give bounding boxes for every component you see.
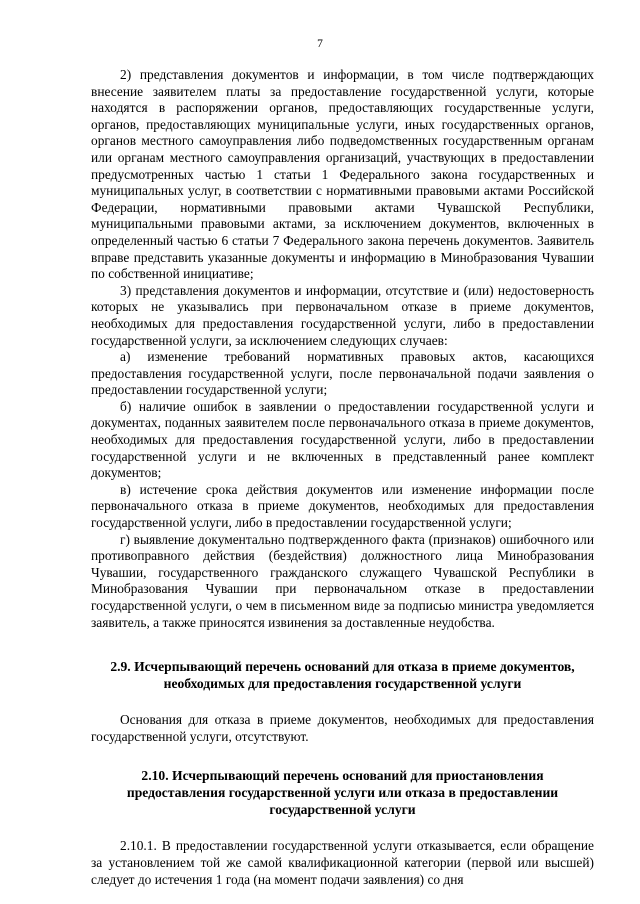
paragraph-subitem-v: в) истечение срока действия документов или изменение информации после первоначального отказа в приеме документов, необходимых для предоставления государственной услуги, либо в предоставлении государственной услуги; (91, 481, 594, 531)
paragraph-subitem-a: а) изменение требований нормативных правовых актов, касающихся предоставления государственной услуги, после первоначальной подачи заявления о предоставлении государственной услуги; (91, 349, 594, 398)
section-2-9-heading: 2.9. Исчерпывающий перечень оснований для отказа в приеме документов, необходимых для предоставления государственной услуги (110, 659, 575, 692)
document-body (91, 67, 594, 888)
section-2-10-heading: 2.10. Исчерпывающий перечень оснований для приостановления предоставления государственной услуги или отказа в предоставлении государственной услуги (126, 768, 559, 818)
paragraph-subitem-g: г) выявление документально подтвержденного факта (признаков) ошибочного или противоправного действия (бездействия) должностного лица Минобразования Чувашии, государственного гражданского служащего Чувашской Республики в Минобразования Чувашии при первоначальном отказе в предоставлении государственной услуги, о чем в письменном виде за подписью министра уведомляется заявитель, а также приносятся извинения за доставленные неудобства. (91, 531, 594, 630)
page-number: 7 (317, 38, 323, 50)
paragraph-item-2: 2) представления документов и информации, в том числе подтверждающих внесение заявителем платы за предоставление государственной услуги, которые находятся в распоряжении органов, предоставляющих государственные услуги, органов, предоставляющих муниципальные услуги, иных государственных органов, органов местного самоуправления либо подведомственных государственным органам или органам местного самоуправления организаций, участвующих в предоставлении предусмотренных частью 1 статьи 1 Федерального закона государственных и муниципальных услуг, в соответствии с нормативными правовыми актами Российской Федерации, нормативными правовыми актами Чувашской Республики, муниципальными правовыми актами, за исключением документов, включенных в определенный частью 6 статьи 7 Федерального закона перечень документов. Заявитель вправе представить указанные документы и информацию в Минобразования Чувашии по собственной инициативе; (91, 67, 594, 282)
section-2-10-text: 2.10.1. В предоставлении государственной услуги отказывается, если обращение за установлением той же самой квалификационной категории (первой или высшей) следует до истечения 1 года (на момент подачи заявления) со дня (91, 838, 594, 887)
paragraph-subitem-b: б) наличие ошибок в заявлении о предоставлении государственной услуги и документах, поданных заявителем после первоначального отказа в приеме документов, необходимых для предоставления государственной услуги, либо в предоставлении государственной услуги и не включенных в представленный ранее комплект документов; (91, 398, 594, 481)
section-2-9-text: Основания для отказа в приеме документов, необходимых для предоставления государственной услуги, отсутствуют. (91, 712, 594, 744)
paragraph-item-3: 3) представления документов и информации, отсутствие и (или) недостоверность которых не указывались при первоначальном отказе в приеме документов, необходимых для предоставления государственной услуги, либо в предоставлении государственной услуги, за исключением следующих случаев: (91, 282, 594, 348)
